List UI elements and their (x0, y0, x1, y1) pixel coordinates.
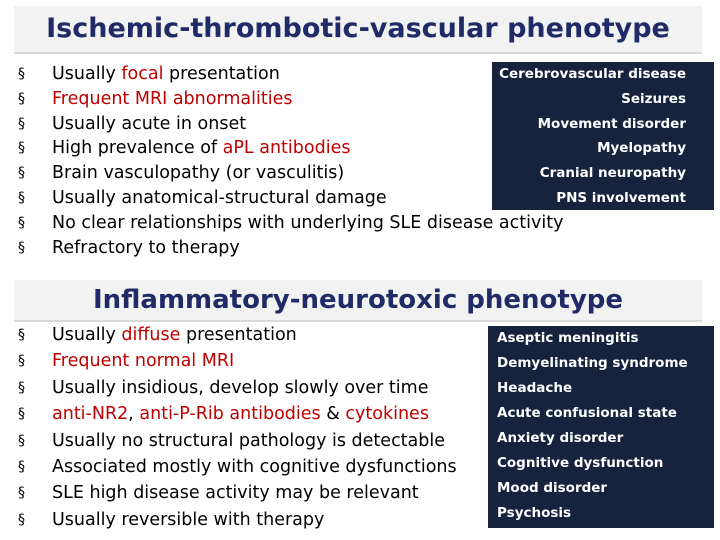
section1-title: Ischemic-thrombotic-vascular phenotype (14, 6, 702, 54)
bullet-icon: § (18, 432, 25, 449)
highlighted-text: Frequent normal MRI (52, 351, 235, 372)
manifestation-item: Seizures (621, 90, 686, 107)
list-item (18, 480, 498, 506)
bullet-icon: § (18, 379, 25, 396)
list-item (18, 454, 498, 480)
bullet-icon: § (18, 90, 25, 107)
item-text: High prevalence of (52, 138, 223, 159)
item-text: Usually reversible with therapy (52, 509, 325, 530)
highlighted-text: diffuse (121, 325, 181, 345)
manifestation-item: Acute confusional state (497, 405, 677, 421)
item-text: Associated mostly with cognitive dysfunctions (52, 456, 457, 477)
manifestation-item: Anxiety disorder (497, 430, 624, 446)
item-text: Brain vasculopathy (or vasculitis) (52, 163, 345, 184)
list-item (18, 322, 498, 348)
item-text: Usually insidious, develop slowly over time (52, 377, 429, 398)
list-item (18, 236, 658, 261)
list-item (18, 428, 498, 454)
bullet-icon: § (18, 353, 25, 370)
manifestation-item: Cerebrovascular disease (499, 66, 686, 82)
item-text: No clear relationships with underlying SLE disease activity (52, 212, 564, 233)
section2-feature-list (18, 322, 498, 533)
item-text: Usually acute in onset (52, 113, 247, 134)
list-item (18, 401, 498, 427)
manifestation-item: Mood disorder (497, 480, 608, 496)
manifestation-item: Aseptic meningitis (497, 330, 639, 346)
highlighted-text: anti-NR2 (52, 404, 129, 425)
item-text: Usually no structural pathology is detectable (52, 430, 446, 451)
highlighted-text: aPL antibodies (222, 138, 351, 159)
manifestation-item: PNS involvement (556, 189, 686, 206)
bullet-icon: § (18, 327, 25, 343)
section1-manifestations-box (492, 62, 714, 210)
highlighted-text: focal (121, 64, 164, 84)
section2-title: Inflammatory-neurotoxic phenotype (14, 280, 702, 322)
list-item (18, 348, 498, 374)
bullet-icon: § (18, 214, 25, 231)
item-text: presentation (180, 325, 297, 345)
highlighted-text: anti-P-Rib antibodies (139, 404, 321, 425)
manifestation-item: Demyelinating syndrome (497, 355, 688, 371)
manifestation-item: Myelopathy (597, 140, 686, 157)
item-text: & (320, 404, 346, 425)
item-text: presentation (163, 64, 280, 84)
bullet-icon: § (18, 115, 25, 132)
bullet-icon: § (18, 239, 25, 256)
item-text: , (128, 404, 140, 425)
list-item (18, 211, 658, 236)
section2-manifestations-box (488, 326, 714, 528)
manifestation-item: Cranial neuropathy (539, 165, 686, 182)
manifestation-item: Psychosis (497, 505, 572, 521)
bullet-icon: § (18, 165, 25, 182)
item-text: Usually anatomical-structural damage (52, 187, 387, 208)
bullet-icon: § (18, 140, 25, 157)
highlighted-text: Frequent MRI abnormalities (52, 88, 293, 109)
manifestation-item: Cognitive dysfunction (497, 455, 664, 471)
bullet-icon: § (18, 485, 25, 502)
item-text: Usually (52, 64, 122, 84)
manifestation-item: Headache (497, 380, 573, 396)
manifestation-item: Movement disorder (537, 115, 686, 132)
bullet-icon: § (18, 406, 25, 423)
bullet-icon: § (18, 511, 25, 528)
list-item (18, 375, 498, 401)
item-text: SLE high disease activity may be relevant (52, 483, 419, 504)
bullet-icon: § (18, 66, 25, 82)
bullet-icon: § (18, 189, 25, 206)
item-text: Refractory to therapy (52, 237, 240, 258)
bullet-icon: § (18, 458, 25, 475)
item-text: Usually (52, 325, 122, 345)
highlighted-text: cytokines (345, 404, 429, 425)
list-item (18, 507, 498, 533)
